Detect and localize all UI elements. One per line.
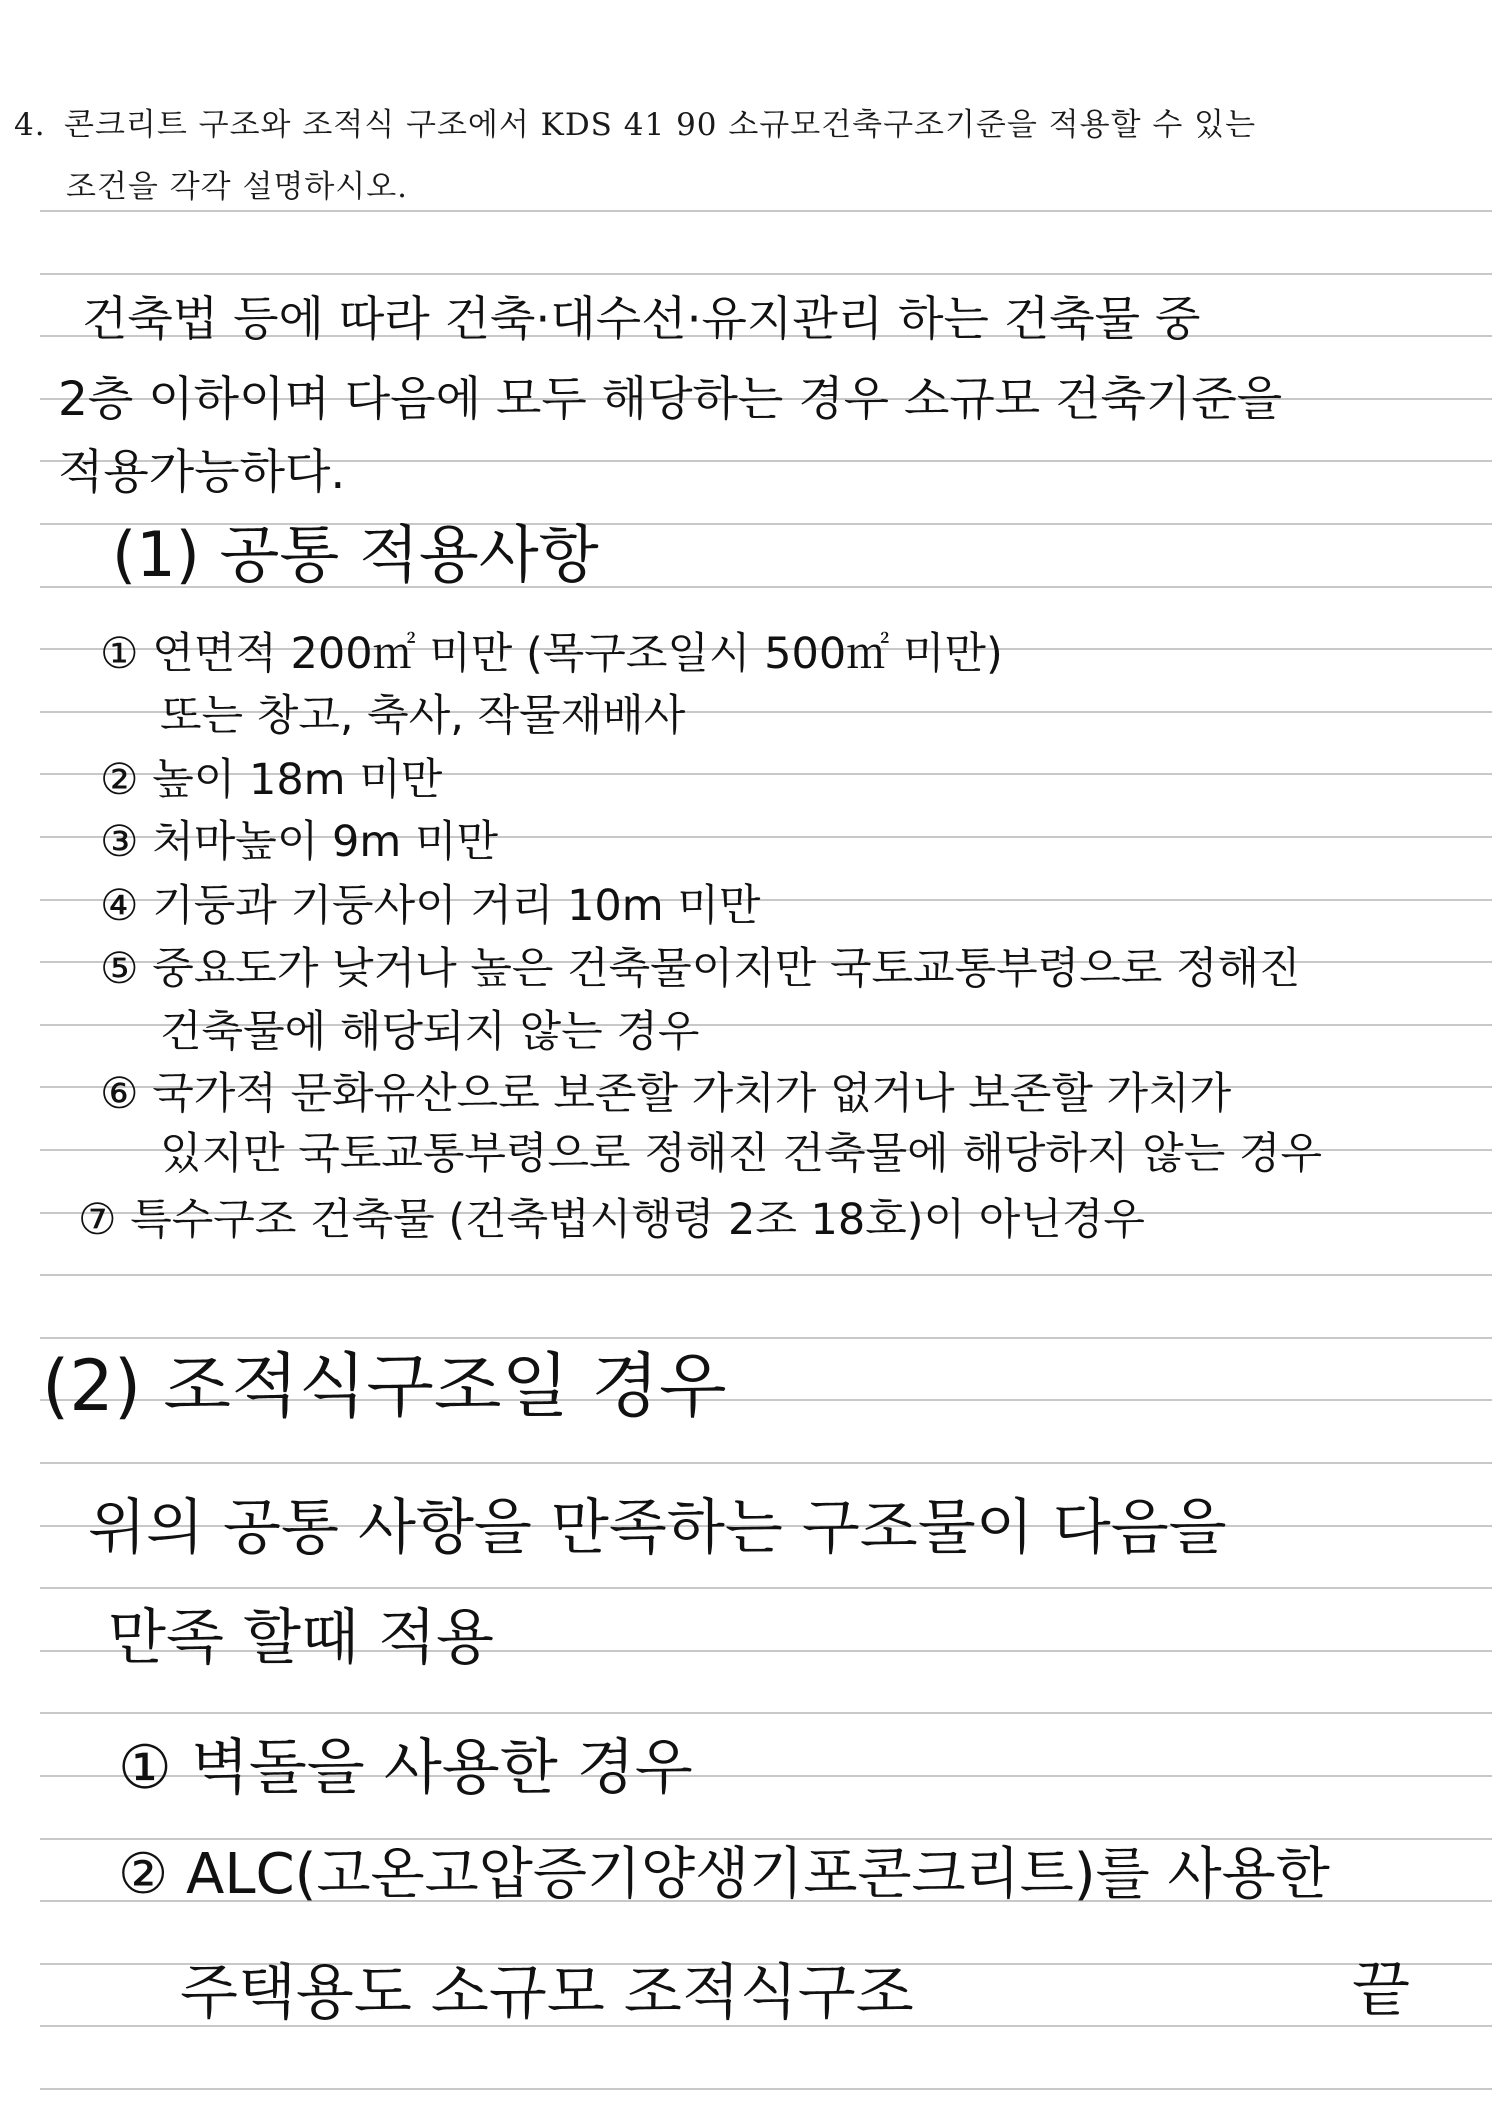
section1-item-1-cont: 또는 창고, 축사, 작물재배사	[160, 691, 686, 741]
intro-line-3: 적용가능하다.	[58, 445, 346, 500]
section1-item-6: ⑥ 국가적 문화유산으로 보존할 가치가 없거나 보존할 가치가	[100, 1069, 1232, 1119]
section1-item-4: ④ 기둥과 기둥사이 거리 10m 미만	[100, 881, 761, 931]
question-line-2: 조건을 각각 설명하시오.	[66, 169, 409, 205]
ruled-line	[40, 1274, 1492, 1276]
section1-item-6-cont: 있지만 국토교통부령으로 정해진 건축물에 해당하지 않는 경우	[160, 1129, 1322, 1179]
section2-item-2: ② ALC(고온고압증기양생기포콘크리트)를 사용한	[118, 1842, 1330, 1907]
section1-item-2: ② 높이 18m 미만	[100, 755, 443, 805]
question-text-1: 콘크리트 구조와 조적식 구조에서 KDS 41 90 소규모건축구조기준을 적용할 수 있는	[64, 107, 1257, 143]
ruled-line	[40, 2088, 1492, 2090]
ruled-line	[40, 1587, 1492, 1589]
intro-line-2: 2층 이하이며 다음에 모두 해당하는 경우 소규모 건축기준을	[58, 372, 1283, 427]
section1-item-1: ① 연면적 200㎡ 미만 (목구조일시 500㎡ 미만)	[100, 629, 1003, 679]
section2-title: (2) 조적식구조일 경우	[42, 1345, 727, 1427]
question-number: 4.	[14, 107, 46, 143]
section2-item-1: ① 벽돌을 사용한 경우	[118, 1733, 693, 1803]
section2-line-1: 위의 공통 사항을 만족하는 구조물이 다음을	[88, 1493, 1227, 1563]
ruled-line	[40, 273, 1492, 275]
section2-item-2-cont: 주택용도 소규모 조적식구조	[180, 1958, 914, 2028]
question-block	[14, 94, 1484, 218]
section2-line-2: 만족 할때 적용	[108, 1603, 494, 1673]
section1-title: (1) 공통 적용사항	[112, 518, 599, 591]
section1-item-5-cont: 건축물에 해당되지 않는 경우	[160, 1007, 700, 1057]
intro-line-1: 건축법 등에 따라 건축·대수선·유지관리 하는 건축물 중	[82, 292, 1201, 347]
section1-item-3: ③ 처마높이 9m 미만	[100, 817, 499, 867]
end-mark: 끝	[1352, 1955, 1410, 2025]
question-line-1	[14, 94, 1484, 156]
ruled-line	[40, 1712, 1492, 1714]
ruled-line	[40, 1462, 1492, 1464]
section1-item-5: ⑤ 중요도가 낮거나 높은 건축물이지만 국토교통부령으로 정해진	[100, 944, 1301, 994]
section1-item-7: ⑦ 특수구조 건축물 (건축법시행령 2조 18호)이 아닌경우	[78, 1195, 1145, 1245]
